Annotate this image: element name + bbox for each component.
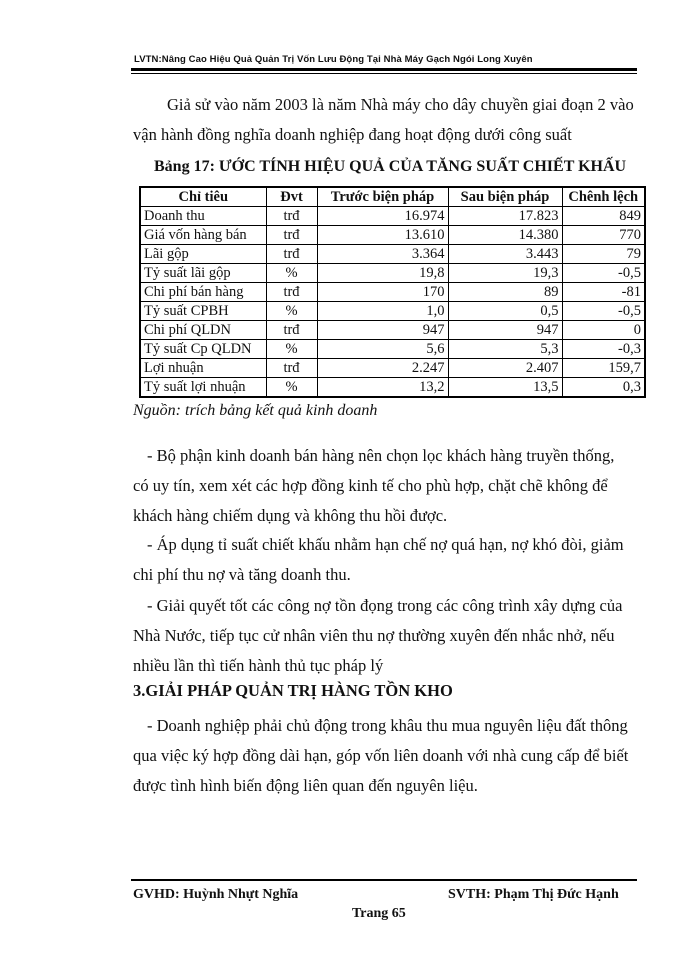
before-cell: 19,8 [317,264,448,283]
running-header: LVTN:Nâng Cao Hiệu Quả Quản Trị Vốn Lưu Động Tại Nhà Máy Gạch Ngói Long Xuyên [134,54,533,65]
table-row [140,321,645,340]
page-number: Trang 65 [352,906,406,921]
after-cell: 89 [448,283,562,302]
difference-cell: -0,3 [562,340,645,359]
before-cell: 13,2 [317,378,448,398]
before-cell: 5,6 [317,340,448,359]
bullet-paragraph [133,591,635,681]
after-cell: 5,3 [448,340,562,359]
table-row [140,245,645,264]
header-cell: Đvt [266,187,317,207]
difference-cell: -0,5 [562,264,645,283]
intro-line: vận hành đồng nghĩa doanh nghiệp đang hoạt động dưới công suất [133,125,572,144]
table-row [140,283,645,302]
after-cell: 3.443 [448,245,562,264]
intro-paragraph [133,90,635,150]
table-row [140,226,645,245]
after-cell: 0,5 [448,302,562,321]
difference-cell: 849 [562,207,645,226]
unit-cell: trđ [266,283,317,302]
before-cell: 1,0 [317,302,448,321]
indicator-cell: Lãi gộp [140,245,266,264]
difference-cell: 770 [562,226,645,245]
bullet-line: khách hàng chiếm dụng và không thu hồi được. [133,506,448,525]
unit-cell: % [266,302,317,321]
table-row [140,340,645,359]
difference-cell: 0,3 [562,378,645,398]
difference-cell: 79 [562,245,645,264]
bullet-line: nhiều lần thì tiến hành thủ tục pháp lý [133,656,384,675]
table-row [140,378,645,398]
table-header-row [140,187,645,207]
indicator-cell: Tỷ suất Cp QLDN [140,340,266,359]
header-rule-thick [131,68,637,71]
header-cell: Trước biện pháp [317,187,448,207]
after-cell: 2.407 [448,359,562,378]
bullet-line: - Bộ phận kinh doanh bán hàng nên chọn lọc khách hàng truyền thống, [147,446,615,465]
indicator-cell: Chi phí bán hàng [140,283,266,302]
section-line: - Doanh nghiệp phải chủ động trong khâu thu mua nguyên liệu đất thông [147,716,628,735]
unit-cell: trđ [266,226,317,245]
header-cell: Chênh lệch [562,187,645,207]
section-line: qua việc ký hợp đồng dài hạn, góp vốn liên doanh với nhà cung cấp để biết [133,746,629,765]
bullet-line: - Áp dụng tỉ suất chiết khấu nhằm hạn chế nợ quá hạn, nợ khó đòi, giảm [147,535,624,554]
before-cell: 2.247 [317,359,448,378]
table-source-note: Nguồn: trích bảng kết quả kinh doanh [133,402,378,419]
bullet-line: có uy tín, xem xét các hợp đồng kinh tế cho phù hợp, chặt chẽ không để [133,476,608,495]
after-cell: 14.380 [448,226,562,245]
indicator-cell: Chi phí QLDN [140,321,266,340]
before-cell: 16.974 [317,207,448,226]
indicator-cell: Giá vốn hàng bán [140,226,266,245]
indicator-cell: Doanh thu [140,207,266,226]
indicator-cell: Lợi nhuận [140,359,266,378]
footer-advisor: GVHD: Huỳnh Nhựt Nghĩa [133,887,299,902]
before-cell: 13.610 [317,226,448,245]
section-line: được tình hình biến động liên quan đến nguyên liệu. [133,776,478,795]
after-cell: 17.823 [448,207,562,226]
difference-cell: 0 [562,321,645,340]
table-row [140,302,645,321]
efficiency-table [139,186,646,398]
table-row [140,207,645,226]
bullet-line: Nhà Nước, tiếp tục cử nhân viên thu nợ thường xuyên đến nhắc nhở, nếu [133,626,615,645]
header-cell: Sau biện pháp [448,187,562,207]
after-cell: 947 [448,321,562,340]
header-cell: Chỉ tiêu [140,187,266,207]
unit-cell: % [266,378,317,398]
indicator-cell: Tỷ suất lợi nhuận [140,378,266,398]
table-row [140,359,645,378]
bullet-line: - Giải quyết tốt các công nợ tồn đọng trong các công trình xây dựng của [147,596,623,615]
difference-cell: 159,7 [562,359,645,378]
indicator-cell: Tỷ suất lãi gộp [140,264,266,283]
after-cell: 19,3 [448,264,562,283]
bullet-paragraph [133,441,635,531]
section-paragraph [133,711,635,801]
footer-student: SVTH: Phạm Thị Đức Hạnh [448,887,619,902]
table-title: Bảng 17: ƯỚC TÍNH HIỆU QUẢ CỦA TĂNG SUẤT CHIẾT KHẤU [154,158,627,175]
before-cell: 947 [317,321,448,340]
unit-cell: trđ [266,321,317,340]
unit-cell: % [266,340,317,359]
unit-cell: trđ [266,245,317,264]
header-rule-thin [131,73,637,74]
bullet-line: chi phí thu nợ và tăng doanh thu. [133,565,351,584]
difference-cell: -0,5 [562,302,645,321]
after-cell: 13,5 [448,378,562,398]
unit-cell: trđ [266,359,317,378]
section-heading: 3.GIẢI PHÁP QUẢN TRỊ HÀNG TỒN KHO [133,681,453,700]
footer-rule [131,879,637,881]
indicator-cell: Tỷ suất CPBH [140,302,266,321]
difference-cell: -81 [562,283,645,302]
unit-cell: % [266,264,317,283]
before-cell: 170 [317,283,448,302]
before-cell: 3.364 [317,245,448,264]
unit-cell: trđ [266,207,317,226]
bullet-paragraph [133,530,635,590]
intro-line: Giả sử vào năm 2003 là năm Nhà máy cho dây chuyền giai đoạn 2 vào [167,95,634,114]
table-row [140,264,645,283]
